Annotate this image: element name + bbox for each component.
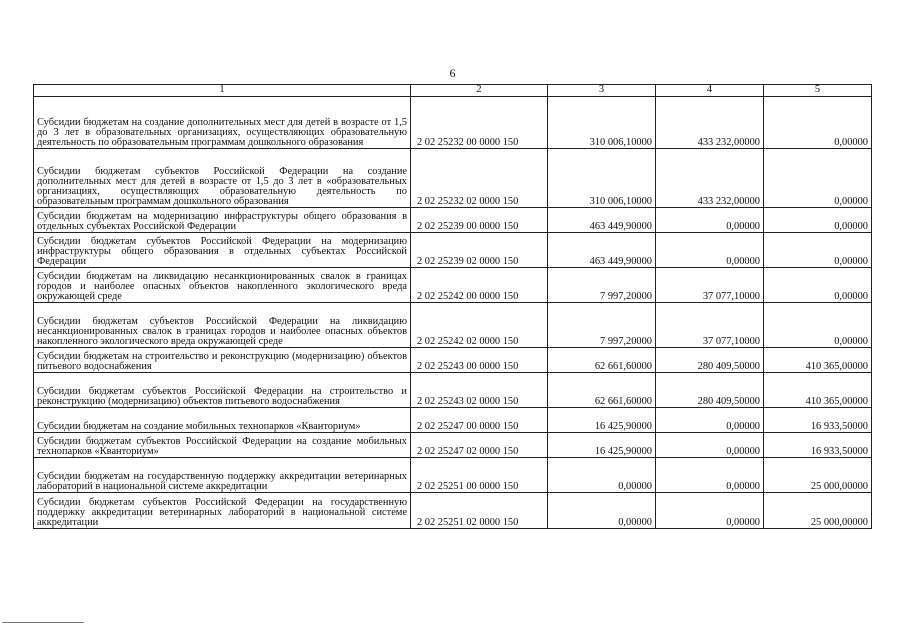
table-row <box>34 373 872 408</box>
subsidy-name-cell: Субсидии бюджетам субъектов Российской Федерации на строительство и реконструкцию (модернизацию) объектов питьевого водоснабжения <box>34 373 411 408</box>
amount-col3-cell: 16 425,90000 <box>548 433 656 458</box>
amount-col5-cell: 0,00000 <box>764 149 872 208</box>
amount-col3-cell: 0,00000 <box>548 458 656 493</box>
amount-col5-cell: 25 000,00000 <box>764 493 872 529</box>
amount-col3-cell: 7 997,20000 <box>548 303 656 348</box>
budget-code-cell: 2 02 25239 02 0000 150 <box>411 233 548 268</box>
subsidy-name-cell: Субсидии бюджетам субъектов Российской Федерации на модернизацию инфраструктуры общего образования в отдельных субъектах Российской Федерации <box>34 233 411 268</box>
column-number-row <box>34 85 872 97</box>
amount-col4-cell: 0,00000 <box>656 408 764 433</box>
amount-col3-cell: 463 449,90000 <box>548 208 656 233</box>
footnote-rule <box>2 622 84 623</box>
table-row <box>34 149 872 208</box>
budget-code-cell: 2 02 25251 00 0000 150 <box>411 458 548 493</box>
page-number: 6 <box>449 66 456 80</box>
column-header: 5 <box>764 85 872 97</box>
table-row <box>34 348 872 373</box>
amount-col4-cell: 37 077,10000 <box>656 268 764 303</box>
amount-col5-cell: 410 365,00000 <box>764 348 872 373</box>
amount-col5-cell: 0,00000 <box>764 208 872 233</box>
amount-col4-cell: 433 232,00000 <box>656 149 764 208</box>
amount-col3-cell: 62 661,60000 <box>548 348 656 373</box>
table-row <box>34 458 872 493</box>
table-row <box>34 208 872 233</box>
amount-col4-cell: 280 409,50000 <box>656 348 764 373</box>
amount-col5-cell: 25 000,00000 <box>764 458 872 493</box>
table-row <box>34 268 872 303</box>
budget-code-cell: 2 02 25232 00 0000 150 <box>411 97 548 149</box>
amount-col3-cell: 463 449,90000 <box>548 233 656 268</box>
amount-col5-cell: 16 933,50000 <box>764 433 872 458</box>
column-header: 3 <box>548 85 656 97</box>
amount-col5-cell: 410 365,00000 <box>764 373 872 408</box>
subsidy-name-cell: Субсидии бюджетам на ликвидацию несанкционированных свалок в границах городов и наиболее опасных объектов накопленного экологического вреда окружающей среде <box>34 268 411 303</box>
amount-col4-cell: 0,00000 <box>656 493 764 529</box>
table-row <box>34 433 872 458</box>
amount-col5-cell: 16 933,50000 <box>764 408 872 433</box>
budget-code-cell: 2 02 25243 00 0000 150 <box>411 348 548 373</box>
subsidy-name-cell: Субсидии бюджетам субъектов Российской Федерации на ликвидацию несанкционированных свалок в границах городов и наиболее опасных объектов накопленного экологического вреда окружающей среде <box>34 303 411 348</box>
column-header: 1 <box>34 85 411 97</box>
amount-col4-cell: 433 232,00000 <box>656 97 764 149</box>
amount-col4-cell: 0,00000 <box>656 458 764 493</box>
subsidy-name-cell: Субсидии бюджетам на создание мобильных технопарков «Кванториум» <box>34 408 411 433</box>
subsidy-name-cell: Субсидии бюджетам на строительство и реконструкцию (модернизацию) объектов питьевого водоснабжения <box>34 348 411 373</box>
amount-col3-cell: 310 006,10000 <box>548 97 656 149</box>
budget-code-cell: 2 02 25232 02 0000 150 <box>411 149 548 208</box>
amount-col4-cell: 0,00000 <box>656 208 764 233</box>
amount-col5-cell: 0,00000 <box>764 97 872 149</box>
column-header: 4 <box>656 85 764 97</box>
amount-col3-cell: 62 661,60000 <box>548 373 656 408</box>
table-row <box>34 493 872 529</box>
subsidy-name-cell: Субсидии бюджетам на модернизацию инфраструктуры общего образования в отдельных субъектах Российской Федерации <box>34 208 411 233</box>
amount-col4-cell: 280 409,50000 <box>656 373 764 408</box>
subsidy-name-cell: Субсидии бюджетам на создание дополнительных мест для детей в возрасте от 1,5 до 3 лет в образовательных организациях, осуществляющих образовательную деятельность по образовательным программам дошкольного образования <box>34 97 411 149</box>
amount-col3-cell: 310 006,10000 <box>548 149 656 208</box>
amount-col5-cell: 0,00000 <box>764 303 872 348</box>
subsidy-name-cell: Субсидии бюджетам субъектов Российской Федерации на создание дополнительных мест для детей в возрасте от 1,5 до 3 лет в «образовательных организациях, осуществляющих образовательную деятельность по образовательным программам дошкольного образования <box>34 149 411 208</box>
amount-col3-cell: 0,00000 <box>548 493 656 529</box>
subsidy-name-cell: Субсидии бюджетам субъектов Российской Федерации на создание мобильных технопарков «Кванториум» <box>34 433 411 458</box>
amount-col3-cell: 7 997,20000 <box>548 268 656 303</box>
subsidy-name-cell: Субсидии бюджетам субъектов Российской Федерации на государственную поддержку аккредитации ветеринарных лабораторий в национальной системе аккредитации <box>34 493 411 529</box>
budget-code-cell: 2 02 25247 02 0000 150 <box>411 433 548 458</box>
budget-code-cell: 2 02 25239 00 0000 150 <box>411 208 548 233</box>
amount-col4-cell: 37 077,10000 <box>656 303 764 348</box>
revenue-table <box>33 84 872 529</box>
amount-col5-cell: 0,00000 <box>764 233 872 268</box>
budget-code-cell: 2 02 25243 02 0000 150 <box>411 373 548 408</box>
table-row <box>34 303 872 348</box>
subsidy-name-cell: Субсидии бюджетам на государственную поддержку аккредитации ветеринарных лабораторий в национальной системе аккредитации <box>34 458 411 493</box>
amount-col5-cell: 0,00000 <box>764 268 872 303</box>
budget-code-cell: 2 02 25251 02 0000 150 <box>411 493 548 529</box>
budget-code-cell: 2 02 25247 00 0000 150 <box>411 408 548 433</box>
table-row <box>34 233 872 268</box>
amount-col4-cell: 0,00000 <box>656 233 764 268</box>
column-header: 2 <box>411 85 548 97</box>
table-row <box>34 97 872 149</box>
table-row <box>34 408 872 433</box>
budget-code-cell: 2 02 25242 02 0000 150 <box>411 303 548 348</box>
amount-col4-cell: 0,00000 <box>656 433 764 458</box>
budget-code-cell: 2 02 25242 00 0000 150 <box>411 268 548 303</box>
amount-col3-cell: 16 425,90000 <box>548 408 656 433</box>
